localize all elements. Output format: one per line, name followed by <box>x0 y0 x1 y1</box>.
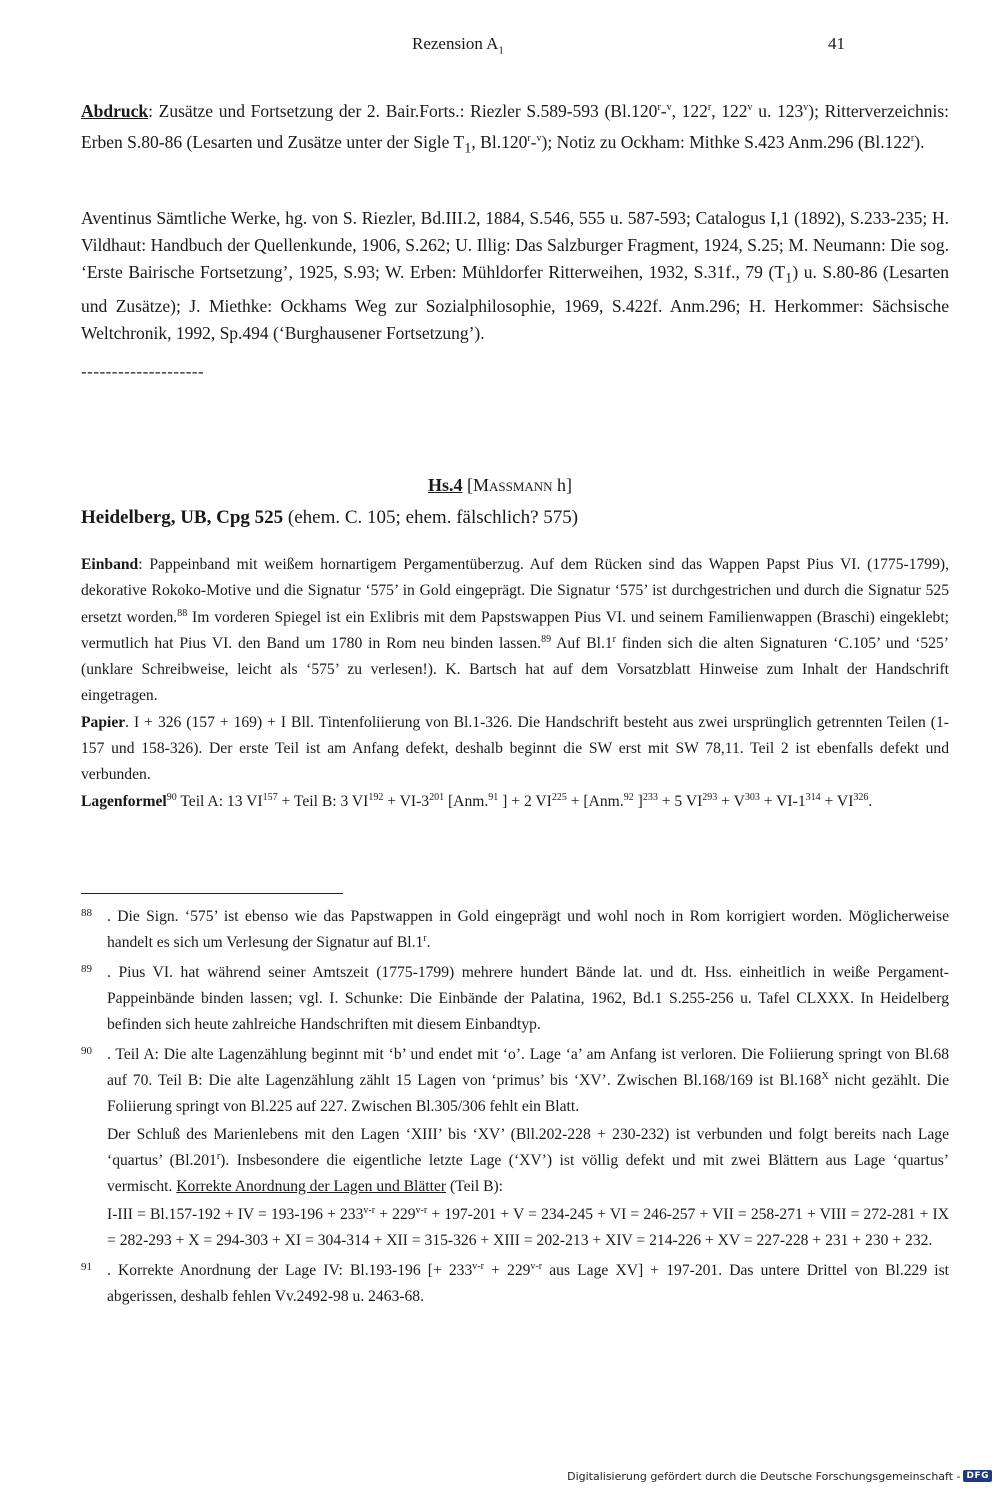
sup: v <box>536 133 542 145</box>
hs-heading <box>0 475 1000 496</box>
lagenformel-text: + VI-1 <box>759 792 806 810</box>
footnote-span: . <box>426 934 431 951</box>
sup: r <box>612 633 616 645</box>
sup: r <box>910 133 915 145</box>
einband-text: Auf Bl.1 <box>551 634 613 652</box>
footnote-ref-91[interactable]: 91 <box>488 791 499 803</box>
lagenformel-text: + VI <box>820 792 854 810</box>
einband-text: Im vorderen Spiegel ist ein Exlibris mit dem Papstswappen Pius VI. und seinem Familienwappen (Braschi) eingeklebt; vermutlich hat Pius VI. den Band um 1780 in Rom neu binden lassen. <box>81 608 949 652</box>
footnote-text <box>107 1258 949 1310</box>
description-section <box>81 552 949 815</box>
footnote-span: ). Insbesondere die eigentliche letzte Lage (‘XV’) ist völlig defekt und mit zwei Blättern aus Lage ‘quartus’ vermischt. <box>107 1152 949 1195</box>
einband-paragraph <box>81 552 949 710</box>
footnote-88 <box>81 904 949 956</box>
abdruck-text: - <box>530 132 537 152</box>
sup: v <box>803 102 809 114</box>
sup: X <box>821 1070 829 1082</box>
footnote-ref-92[interactable]: 92 <box>623 791 634 803</box>
footnote-number: 91 <box>81 1261 92 1273</box>
shelfmark <box>81 507 578 529</box>
lagenformel-text: ] <box>633 792 643 810</box>
abdruck-label: Abdruck <box>81 101 149 121</box>
dfg-footer <box>567 1467 992 1485</box>
footnote-underline: Korrekte Anordnung der Lagen und Blätter <box>176 1178 447 1195</box>
footnote-number: 90 <box>81 1045 92 1057</box>
hs-massmann: Massmann <box>472 475 553 495</box>
abdruck-text: , 122 <box>711 101 748 121</box>
sub: 1 <box>464 140 472 157</box>
lagenformel-paragraph <box>81 789 949 815</box>
lagenformel-text: [Anm. <box>444 792 489 810</box>
running-head-title-sub: 1 <box>498 44 504 57</box>
sup: 192 <box>368 791 384 803</box>
hs-link[interactable]: Hs.4 <box>427 475 463 495</box>
bibliography-text: ) u. S.80-86 (Lesarten und Zusätze); J. Miethke: Ockhams Weg zur Sozialphilosophie, 1969, S.422f. Anm.296; H. Herkommer: Sächsische Weltchronik, 1992, Sp.494 (‘Burghausener Fortsetzung’). <box>81 262 949 343</box>
hs-heading-text: [ <box>462 475 473 495</box>
running-head-title-text: Rezension A <box>412 34 499 53</box>
sup: r <box>423 932 427 944</box>
abdruck-text: , Bl.120 <box>471 132 528 152</box>
sup: 233 <box>642 791 658 803</box>
sup: r <box>657 102 661 114</box>
footnote-ref-90[interactable]: 90 <box>166 791 177 803</box>
lagenformel-label: Lagenformel <box>81 792 167 810</box>
footnote-ref-88[interactable]: 88 <box>177 607 188 619</box>
footnote-number: 89 <box>81 963 92 975</box>
papier-text: . I + 326 (157 + 169) + I Bll. Tintenfoliierung von Bl.1-326. Die Handschrift besteht aus zwei ursprünglich getrennten Teilen (1-157 und 158-326). Der erste Teil ist am Anfang defekt, deshalb beginnt die SW erst mit SW 78,11. Teil 2 ist ebenfalls defekt und verbunden. <box>81 713 949 784</box>
shelfmark-bold: Heidelberg, UB, Cpg 525 <box>81 507 284 528</box>
abdruck-text: , 122 <box>671 101 708 121</box>
footnote-span: + 229 <box>483 1262 531 1279</box>
bibliography-paragraph <box>81 205 949 347</box>
sup: 201 <box>429 791 445 803</box>
footnote-span: nicht gezählt. Die Foliierung springt von Bl.225 auf 227. Zwischen Bl.305/306 fehlt ein Blatt. <box>107 1072 950 1115</box>
footnote-span: Der Schluß des Marienlebens mit den Lagen ‘XIII’ bis ‘XV’ (Bll.202-228 + 230-232) ist verbunden und folgt bereits nach Lage ‘quartus’ (Bl.201 <box>107 1126 949 1169</box>
footnote-89 <box>81 960 949 1038</box>
bibliography-text: Aventinus Sämtliche Werke, hg. von S. Riezler, Bd.III.2, 1884, S.546, 555 u. 587-593; Catalogus I,1 (1892), S.233-235; H. Vildhaut: Handbuch der Quellenkunde, 1906, S.262; U. Illig: Das Salzburger Fragment, 1924, S.25; M. Neumann: Die sog. ‘Erste Bairische Fortsetzung’, 1925, S.93; W. Erben: Mühldorfer Ritterweihen, 1932, S.31f., 79 (T <box>81 208 949 282</box>
sup: v <box>666 102 672 114</box>
sup: 303 <box>744 791 760 803</box>
einband-label: Einband <box>81 556 139 573</box>
footnote-rule <box>81 893 343 894</box>
footnote-paragraph <box>107 1042 949 1120</box>
abdruck-paragraph <box>81 96 949 165</box>
sup: v-r <box>472 1260 484 1272</box>
abdruck-text: ); Notiz zu Ockham: Mithke S.423 Anm.296 (Bl.122 <box>541 132 911 152</box>
hs-heading-text: h] <box>552 475 573 495</box>
footnote-span: . Teil A: Die alte Lagenzählung beginnt mit ‘b’ und endet mit ‘o’. Lage ‘a’ am Anfang ist verloren. Die Foliierung springt von Bl.68 auf 70. Teil B: Die alte Lagenzählung zählt 15 Lagen von ‘primus’ bis ‘XV’. Zwischen Bl.168/169 ist Bl.168 <box>107 1046 949 1089</box>
sup: 293 <box>702 791 718 803</box>
lagenformel-text: + Teil B: 3 VI <box>277 792 369 810</box>
footnote-span: . Korrekte Anordnung der Lage IV: Bl.193-196 [+ 233 <box>107 1262 473 1279</box>
footnote-paragraph <box>107 1122 949 1200</box>
dfg-footer-text: Digitalisierung gefördert durch die Deutsche Forschungsgemeinschaft - <box>567 1469 961 1483</box>
sup: 225 <box>551 791 567 803</box>
footnote-text: . Pius VI. hat während seiner Amtszeit (1775-1799) mehrere hundert Bände lat. und dt. Hss. einheitlich in weiße Pergament-Pappeinbände binden lassen; vgl. I. Schunke: Die Einbände der Palatina, 1962, Bd.1 S.255-256 u. Tafel CLXXX. In Heidelberg befinden sich heute zahlreiche Handschriften mit diesem Einbandtyp. <box>107 964 949 1033</box>
abdruck-text: : Zusätze und Fortsetzung der 2. Bair.Forts.: Riezler S.589-593 (Bl.120 <box>148 101 658 121</box>
footnote-span: + 229 <box>375 1206 416 1223</box>
lagenformel-text: . <box>868 792 873 810</box>
lagenformel-text: + V <box>717 792 745 810</box>
sup: v-r <box>530 1260 543 1272</box>
abdruck-text: ); Ritterverzeichnis: Erben S.80-86 (Lesarten und Zusätze unter der Sigle T <box>81 101 950 152</box>
papier-paragraph <box>81 710 949 789</box>
sub: 1 <box>785 270 793 287</box>
page-number: 41 <box>828 34 845 53</box>
lagenformel-text: Teil A: 13 VI <box>176 792 263 810</box>
footnote-number: 88 <box>81 907 92 919</box>
papier-label: Papier <box>81 713 126 731</box>
footnote-span: I-III = Bl.157-192 + IV = 193-196 + 233 <box>107 1206 364 1223</box>
sup: 314 <box>805 791 821 803</box>
sup: r <box>216 1150 221 1162</box>
running-head <box>0 34 1000 58</box>
sup: v <box>747 102 753 114</box>
footnote-text <box>107 904 949 956</box>
footnote-90 <box>81 1042 949 1254</box>
dfg-logo[interactable]: DFG <box>963 1470 992 1482</box>
running-head-title <box>412 34 504 56</box>
einband-text: finden sich die alten Signaturen ‘C.105’ und ‘525’ (unklare Schreibweise, leicht als ‘575’ zu verlesen!). K. Bartsch hat auf dem Vorsatzblatt Hinweise zum Inhalt der Handschrift eingetragen. <box>81 634 949 705</box>
lagenformel-text: + VI-3 <box>383 792 430 810</box>
footnote-91 <box>81 1258 949 1310</box>
sup: r <box>527 133 531 145</box>
sup: v-r <box>415 1204 428 1216</box>
lagenformel-text: ] + 2 VI <box>498 792 552 810</box>
shelfmark-rest: (ehem. C. 105; ehem. fälschlich? 575) <box>283 507 579 528</box>
abdruck-text: ). <box>914 132 925 152</box>
sup: 157 <box>262 791 278 803</box>
footnotes <box>81 904 949 1314</box>
sup: v-r <box>363 1204 376 1216</box>
dash-separator: -------------------- <box>81 362 205 381</box>
footnote-span: (Teil B): <box>446 1178 504 1195</box>
footnote-span: . Die Sign. ‘575’ ist ebenso wie das Papstwappen in Gold eingeprägt und wohl noch in Rom korrigiert worden. Möglicherweise handelt es sich um Verlesung der Signatur auf Bl.1 <box>107 908 949 951</box>
bibliography-section <box>81 205 949 347</box>
footnote-ref-89[interactable]: 89 <box>541 633 552 645</box>
lagenformel-text: + [Anm. <box>566 792 624 810</box>
einband-text: : Pappeinband mit weißem hornartigem Pergamentüberzug. Auf dem Rücken sind das Wappen Papst Pius VI. (1775-1799), dekorative Rokoko-Motive und die Signatur ‘575’ in Gold eingeprägt. Die Signatur ‘575’ ist durchgestrichen und durch die Signatur 525 ersetzt worden. <box>81 556 949 626</box>
abdruck-section <box>81 96 949 165</box>
abdruck-text: u. 123 <box>752 101 804 121</box>
footnote-paragraph <box>107 1202 949 1254</box>
abdruck-text: - <box>660 101 667 121</box>
footnote-span: aus Lage XV] + 197-201. Das untere Drittel von Bl.229 ist abgerissen, deshalb fehlen Vv.2492-98 u. 2463-68. <box>107 1262 950 1305</box>
sup: r <box>707 102 712 114</box>
footnote-span: + 197-201 + V = 234-245 + VI = 246-257 + VII = 258-271 + VIII = 272-281 + IX = 282-293 + X = 294-303 + XI = 304-314 + XII = 315-326 + XIII = 202-213 + XIV = 214-226 + XV = 227-228 + 231 + 230 + 232. <box>107 1206 950 1249</box>
lagenformel-text: + 5 VI <box>657 792 703 810</box>
footnote-text <box>107 1042 949 1254</box>
sup: 326 <box>853 791 869 803</box>
